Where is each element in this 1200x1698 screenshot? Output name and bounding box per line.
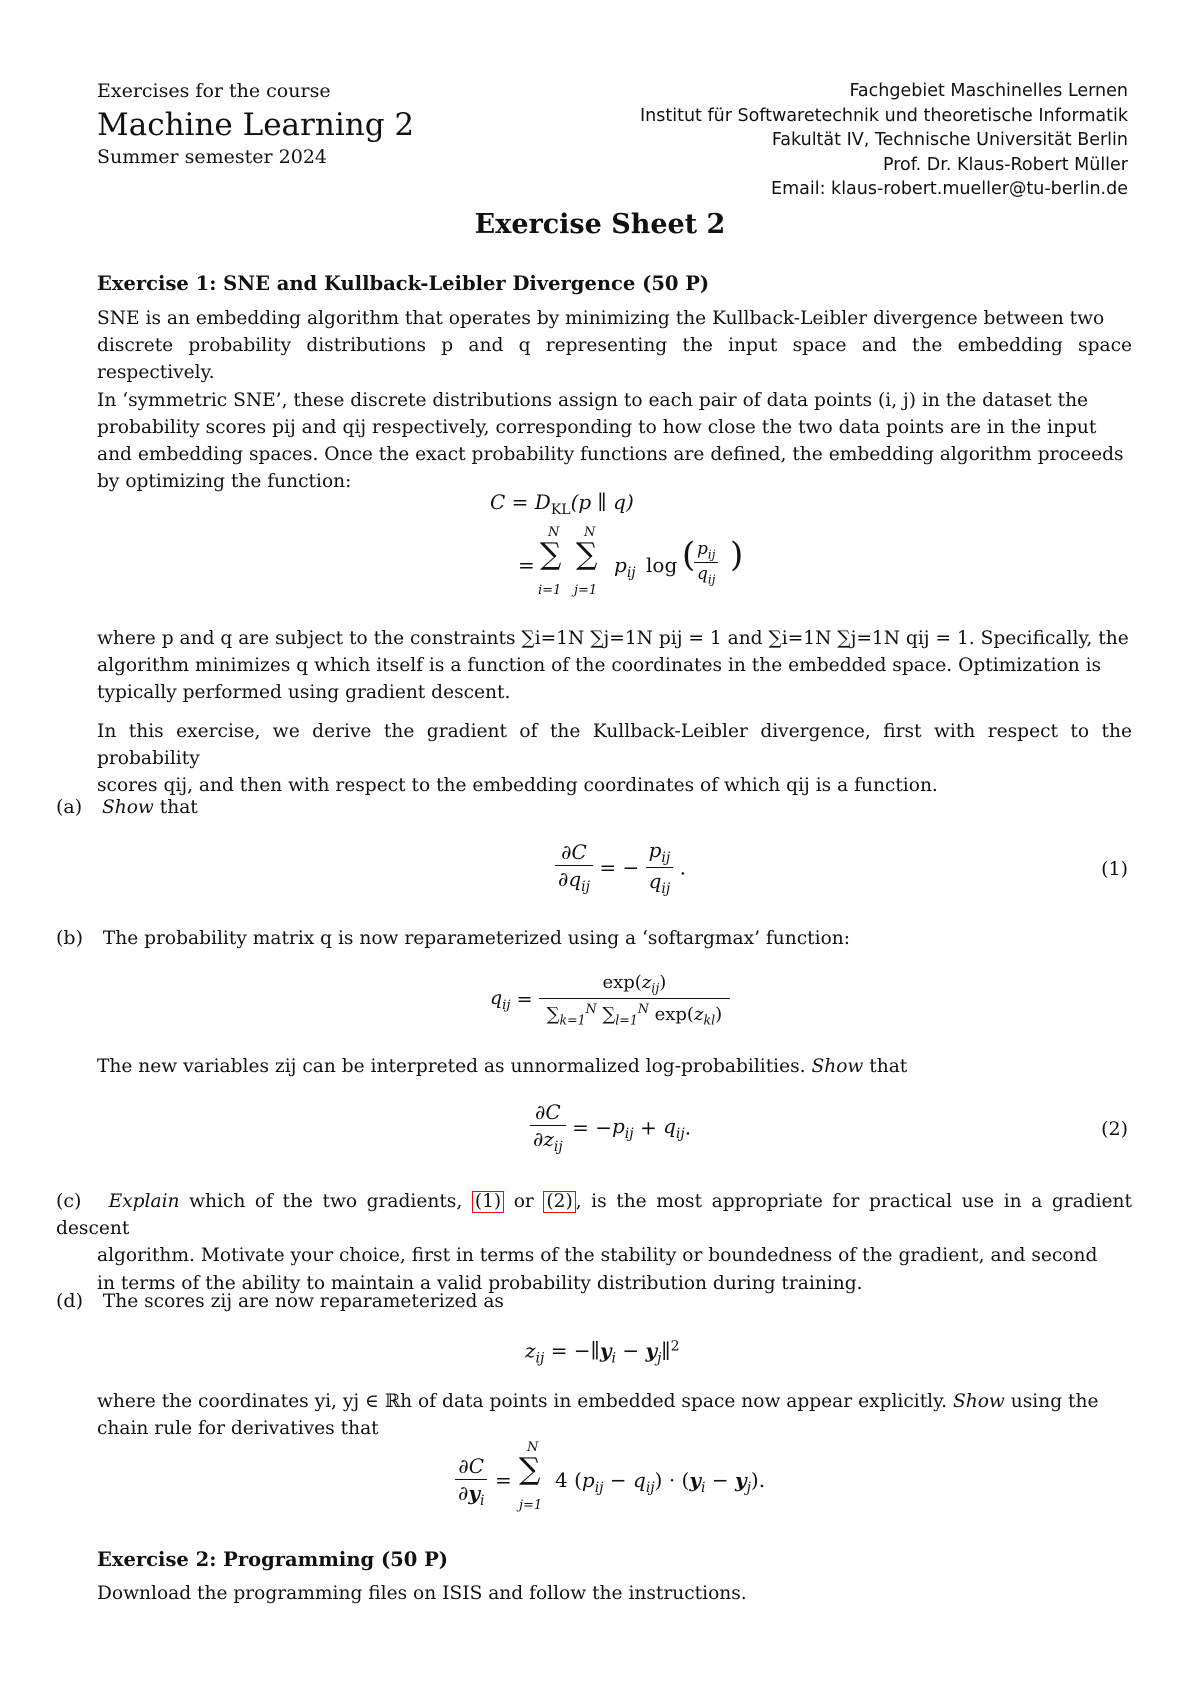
item-c-line-2: algorithm. Motivate your choice, first in terms of the stability or boundedness of the gradient, and second (97, 1245, 1098, 1267)
item-d-line-a: where the coordinates yi, yj ∈ ℝh of data points in embedded space now appear explicitly. (97, 1391, 948, 1412)
constraints-line-1: where p and q are subject to the constraints ∑i=1N ∑j=1N pij = 1 and ∑i=1N ∑j=1N qij = 1. Specifically, the (97, 628, 1129, 649)
equation-2-reference-link[interactable]: (2) (543, 1191, 575, 1213)
department: Fachgebiet Maschinelles Lernen (849, 81, 1128, 101)
course-header (97, 79, 414, 169)
item-b-text2: The new variables zij can be interpreted as unnormalized log-probabilities. (97, 1056, 806, 1077)
item-b-text: The probability matrix q is now reparameterized using a ‘softargmax’ function: (102, 928, 851, 949)
derive-line-2: scores qij, and then with respect to the embedding coordinates of which qij is a function. (97, 775, 938, 797)
item-c-label: (c) (56, 1190, 82, 1212)
institute: Institut für Softwaretechnik und theoretische Informatik (640, 105, 1128, 126)
constraints-line-3: typically performed using gradient descent. (97, 682, 511, 704)
item-d-label: (d) (56, 1290, 83, 1312)
item-d-emph: Show (953, 1391, 1005, 1412)
sheet-title: Exercise Sheet 2 (474, 209, 726, 240)
item-c-text-a: which of the two gradients, (189, 1191, 463, 1212)
item-d-line-b: chain rule for derivatives that (97, 1418, 379, 1440)
item-c-line-3: in terms of the ability to maintain a valid probability distribution during training. (97, 1272, 863, 1294)
faculty: Fakultät IV, Technische Universität Berlin (771, 130, 1128, 150)
intro-line-6: by optimizing the function: (97, 471, 352, 493)
exercise1-heading: Exercise 1: SNE and Kullback-Leibler Divergence (50 P) (97, 272, 710, 295)
equation-1: $\frac{\partial C}{\partial q_{ij}}$ = − $\frac{p_{ij}}{q_{ij}}$ . (555, 838, 686, 897)
intro-line-2: discrete probability distributions p and q representing the input space and the embedding space respectively. (97, 335, 1132, 384)
item-c (56, 1188, 1132, 1297)
item-c-text-or: or (513, 1191, 534, 1212)
professor: Prof. Dr. Klaus-Robert Müller (883, 154, 1128, 175)
exercise1-intro (97, 305, 1132, 495)
institution-header (640, 79, 1128, 202)
item-a (56, 794, 198, 821)
item-c-text-b: , is the most appropriate for practical use in a gradient descent (56, 1191, 1133, 1240)
equation-2-number: (2) (1101, 1118, 1128, 1140)
equation-1-reference-link[interactable]: (1) (472, 1191, 504, 1213)
derive-paragraph (97, 718, 1132, 800)
item-d-line-a2: using the (1010, 1391, 1099, 1412)
item-b-second-line (97, 1053, 907, 1080)
kl-equation-line1: $C = D_{KL}(p$ ∥ q) (490, 490, 634, 518)
semester: Summer semester 2024 (97, 146, 328, 168)
intro-line-1: SNE is an embedding algorithm that operates by minimizing the Kullback-Leibler divergence between two (97, 308, 1105, 329)
item-d-text: The scores zij are now reparameterized as (102, 1291, 504, 1312)
constraints-paragraph (97, 625, 1132, 707)
item-a-label: (a) (56, 796, 83, 818)
equation-2: $\frac{\partial C}{\partial z_{ij}}$ = $-p_{ij} + q_{ij}$. (530, 1100, 691, 1155)
z-reparam-equation: $z_{ij}$ = $-\parallel y_i$ − $y_j\parallel^2$ (525, 1338, 680, 1367)
item-b-emph: Show (811, 1056, 864, 1077)
exercise2-heading: Exercise 2: Programming (50 P) (97, 1548, 448, 1571)
derive-line-1: In this exercise, we derive the gradient of the Kullback-Leibler divergence, first with respect to the probability (97, 721, 1132, 770)
gradient-y-equation: $\frac{\partial C}{\partial y_i}$ = N ∑ j=1 4 $(p_{ij} - q_{ij}) \cdot (y_i - y_j)$. (455, 1440, 795, 1520)
course-line: Exercises for the course (97, 80, 331, 102)
intro-line-4: probability scores pij and qij respectively, corresponding to how close the two data points are in the input (97, 416, 1097, 438)
item-b-label: (b) (56, 927, 83, 949)
item-a-text: that (159, 797, 198, 818)
item-a-emph: Show (102, 797, 154, 818)
exercise2-text: Download the programming files on ISIS and follow the instructions. (97, 1583, 747, 1604)
item-b-text3: that (869, 1056, 908, 1077)
softargmax-equation: $q_{ij}$ = $\frac{\exp(z_{ij})}{\sum_{k=1}^N \sum_{l=1}^N \exp(z_{kl})}$ (490, 972, 730, 1027)
item-c-emph: Explain (108, 1191, 180, 1212)
item-d (56, 1288, 504, 1315)
email: Email: klaus-robert.mueller@tu-berlin.de (771, 179, 1128, 199)
intro-line-3: In ‘symmetric SNE’, these discrete distributions assign to each pair of data points (i, j) in the dataset the (97, 389, 1089, 411)
course-title: Machine Learning 2 (97, 107, 415, 143)
intro-line-5: and embedding spaces. Once the exact probability functions are defined, the embedding algorithm proceeds (97, 444, 1124, 466)
constraints-line-2: algorithm minimizes q which itself is a function of the coordinates in the embedded space. Optimization is (97, 655, 1102, 677)
item-b (56, 925, 850, 952)
item-d-explanation (97, 1388, 1132, 1442)
equation-1-number: (1) (1101, 858, 1128, 880)
kl-equation-line2: = N ∑ i=1 N ∑ j=1 $p_{ij}$ log ( $p_{ij}$ $q_{ij}$ ) (518, 525, 744, 598)
